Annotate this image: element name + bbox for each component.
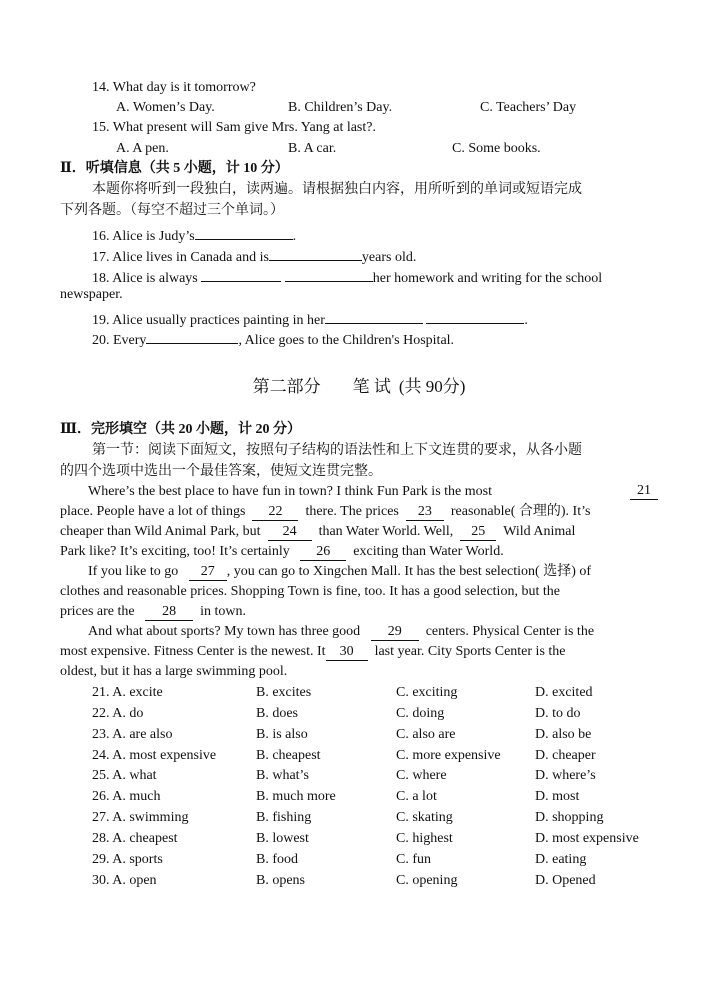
question-15-option-a: A. A pen. xyxy=(116,141,169,156)
passage-p1-line-1: Where’s the best place to have fun in town? I think Fun Park is the most 21 xyxy=(88,482,658,502)
blank-29: 29 xyxy=(371,623,419,641)
blank-22: 22 xyxy=(252,503,298,521)
option-row-28-a: 28. A. cheapest xyxy=(92,831,178,846)
option-row-26-b: B. much more xyxy=(256,789,336,804)
section-2-instruction-line-1: 本题你将听到一段独白，读两遍。请根据独白内容，用所听到的单词或短语完成 xyxy=(92,182,582,197)
question-14-option-c: C. Teachers’ Day xyxy=(480,100,577,115)
option-row-27-b: B. fishing xyxy=(256,810,312,825)
blank-26: 26 xyxy=(300,543,346,561)
option-row-22-a: 22. A. do xyxy=(92,706,144,721)
option-row-25-d: D. where’s xyxy=(535,768,596,783)
option-row-23-b: B. is also xyxy=(256,727,308,742)
question-15-option-b: B. A car. xyxy=(288,141,337,156)
option-row-26-a: 26. A. much xyxy=(92,789,161,804)
option-row-24-c: C. more expensive xyxy=(396,748,501,763)
question-14-stem: 14. What day is it tomorrow? xyxy=(92,80,256,95)
option-row-21-c: C. exciting xyxy=(396,685,458,700)
question-15-option-c: C. Some books. xyxy=(452,141,541,156)
option-row-30-b: B. opens xyxy=(256,873,305,888)
answer-blank-20 xyxy=(146,326,238,344)
option-row-29-b: B. food xyxy=(256,852,298,867)
question-14-option-a: A. Women’s Day. xyxy=(116,100,215,115)
option-row-24-a: 24. A. most expensive xyxy=(92,748,217,763)
section-3-instruction-line-1: 第一节：阅读下面短文，按照句子结构的语法性和上下文连贯的要求，从各小题 xyxy=(92,443,582,458)
option-row-28-c: C. highest xyxy=(396,831,453,846)
option-row-22-b: B. does xyxy=(256,706,298,721)
option-row-22-c: C. doing xyxy=(396,706,445,721)
question-19: 19. Alice usually practices painting in her . xyxy=(92,306,528,326)
answer-blank-18b xyxy=(285,264,373,282)
option-row-27-c: C. skating xyxy=(396,810,453,825)
passage-p3-line-3: oldest, but it has a large swimming pool. xyxy=(60,664,288,679)
question-18-continuation: newspaper. xyxy=(60,287,123,302)
answer-blank-16 xyxy=(195,222,293,240)
passage-p2-line-1: If you like to go 27 , you can go to Xingchen Mall. It has the best selection( 选择) of xyxy=(88,564,592,579)
option-row-23-d: D. also be xyxy=(535,727,592,742)
option-row-25-c: C. where xyxy=(396,768,447,783)
section-2-instruction-line-2: 下列各题。（每空不超过三个单词。） xyxy=(60,203,284,218)
blank-30: 30 xyxy=(326,643,368,661)
option-row-26-d: D. most xyxy=(535,789,580,804)
option-row-28-d: D. most expensive xyxy=(535,831,639,846)
option-row-30-a: 30. A. open xyxy=(92,873,157,888)
option-row-28-b: B. lowest xyxy=(256,831,309,846)
passage-p2-line-3: prices are the 28 in town. xyxy=(60,604,247,619)
passage-p3-line-2: most expensive. Fitness Center is the newest. It 30 last year. City Sports Center is the xyxy=(60,644,566,659)
option-row-27-d: D. shopping xyxy=(535,810,604,825)
passage-p3-line-1: And what about sports? My town has three good 29 centers. Physical Center is the xyxy=(88,624,595,639)
part-2-title: 第二部分 笔 试 (共 90分) xyxy=(252,377,466,396)
blank-24: 24 xyxy=(268,523,312,541)
section-2-heading: Ⅱ．听填信息（共 5 小题，计 10 分） xyxy=(60,161,289,176)
option-row-25-a: 25. A. what xyxy=(92,768,157,783)
answer-blank-17 xyxy=(269,243,362,261)
option-row-26-c: C. a lot xyxy=(396,789,437,804)
option-row-24-b: B. cheapest xyxy=(256,748,321,763)
section-3-heading: Ⅲ．完形填空（共 20 小题，计 20 分） xyxy=(60,422,302,437)
option-row-21-d: D. excited xyxy=(535,685,593,700)
blank-27: 27 xyxy=(189,563,227,581)
option-row-29-d: D. eating xyxy=(535,852,587,867)
option-row-23-c: C. also are xyxy=(396,727,456,742)
question-15-stem: 15. What present will Sam give Mrs. Yang at last?. xyxy=(92,120,376,135)
blank-28: 28 xyxy=(145,603,193,621)
option-row-25-b: B. what’s xyxy=(256,768,309,783)
question-16: 16. Alice is Judy’s . xyxy=(92,222,296,242)
blank-23: 23 xyxy=(406,503,444,521)
passage-p1-line-4: Park like? It’s exciting, too! It’s certainly 26 exciting than Water World. xyxy=(60,544,504,559)
passage-p2-line-2: clothes and reasonable prices. Shopping Town is fine, too. It has a good selection, but the xyxy=(60,584,560,599)
question-20: 20. Every , Alice goes to the Children's Hospital. xyxy=(92,326,454,346)
option-row-30-d: D. Opened xyxy=(535,873,596,888)
option-row-27-a: 27. A. swimming xyxy=(92,810,189,825)
option-row-22-d: D. to do xyxy=(535,706,581,721)
blank-21: 21 xyxy=(630,482,658,500)
question-18: 18. Alice is always her homework and writing for the school xyxy=(92,264,602,284)
question-14-option-b: B. Children’s Day. xyxy=(288,100,393,115)
answer-blank-19a xyxy=(325,306,423,324)
answer-blank-19b xyxy=(426,306,524,324)
passage-p1-line-2: place. People have a lot of things 22 there. The prices 23 reasonable( 合理的). It’s xyxy=(60,504,591,519)
answer-blank-18a xyxy=(201,264,281,282)
option-row-24-d: D. cheaper xyxy=(535,748,596,763)
blank-25: 25 xyxy=(460,523,496,541)
option-row-21-a: 21. A. excite xyxy=(92,685,163,700)
option-row-30-c: C. opening xyxy=(396,873,458,888)
question-17: 17. Alice lives in Canada and is years old. xyxy=(92,243,416,263)
passage-p1-line-3: cheaper than Wild Animal Park, but 24 than Water World. Well, 25 Wild Animal xyxy=(60,524,576,539)
option-row-21-b: B. excites xyxy=(256,685,312,700)
option-row-23-a: 23. A. are also xyxy=(92,727,173,742)
option-row-29-a: 29. A. sports xyxy=(92,852,163,867)
section-3-instruction-line-2: 的四个选项中选出一个最佳答案，使短文连贯完整。 xyxy=(60,464,382,479)
option-row-29-c: C. fun xyxy=(396,852,431,867)
